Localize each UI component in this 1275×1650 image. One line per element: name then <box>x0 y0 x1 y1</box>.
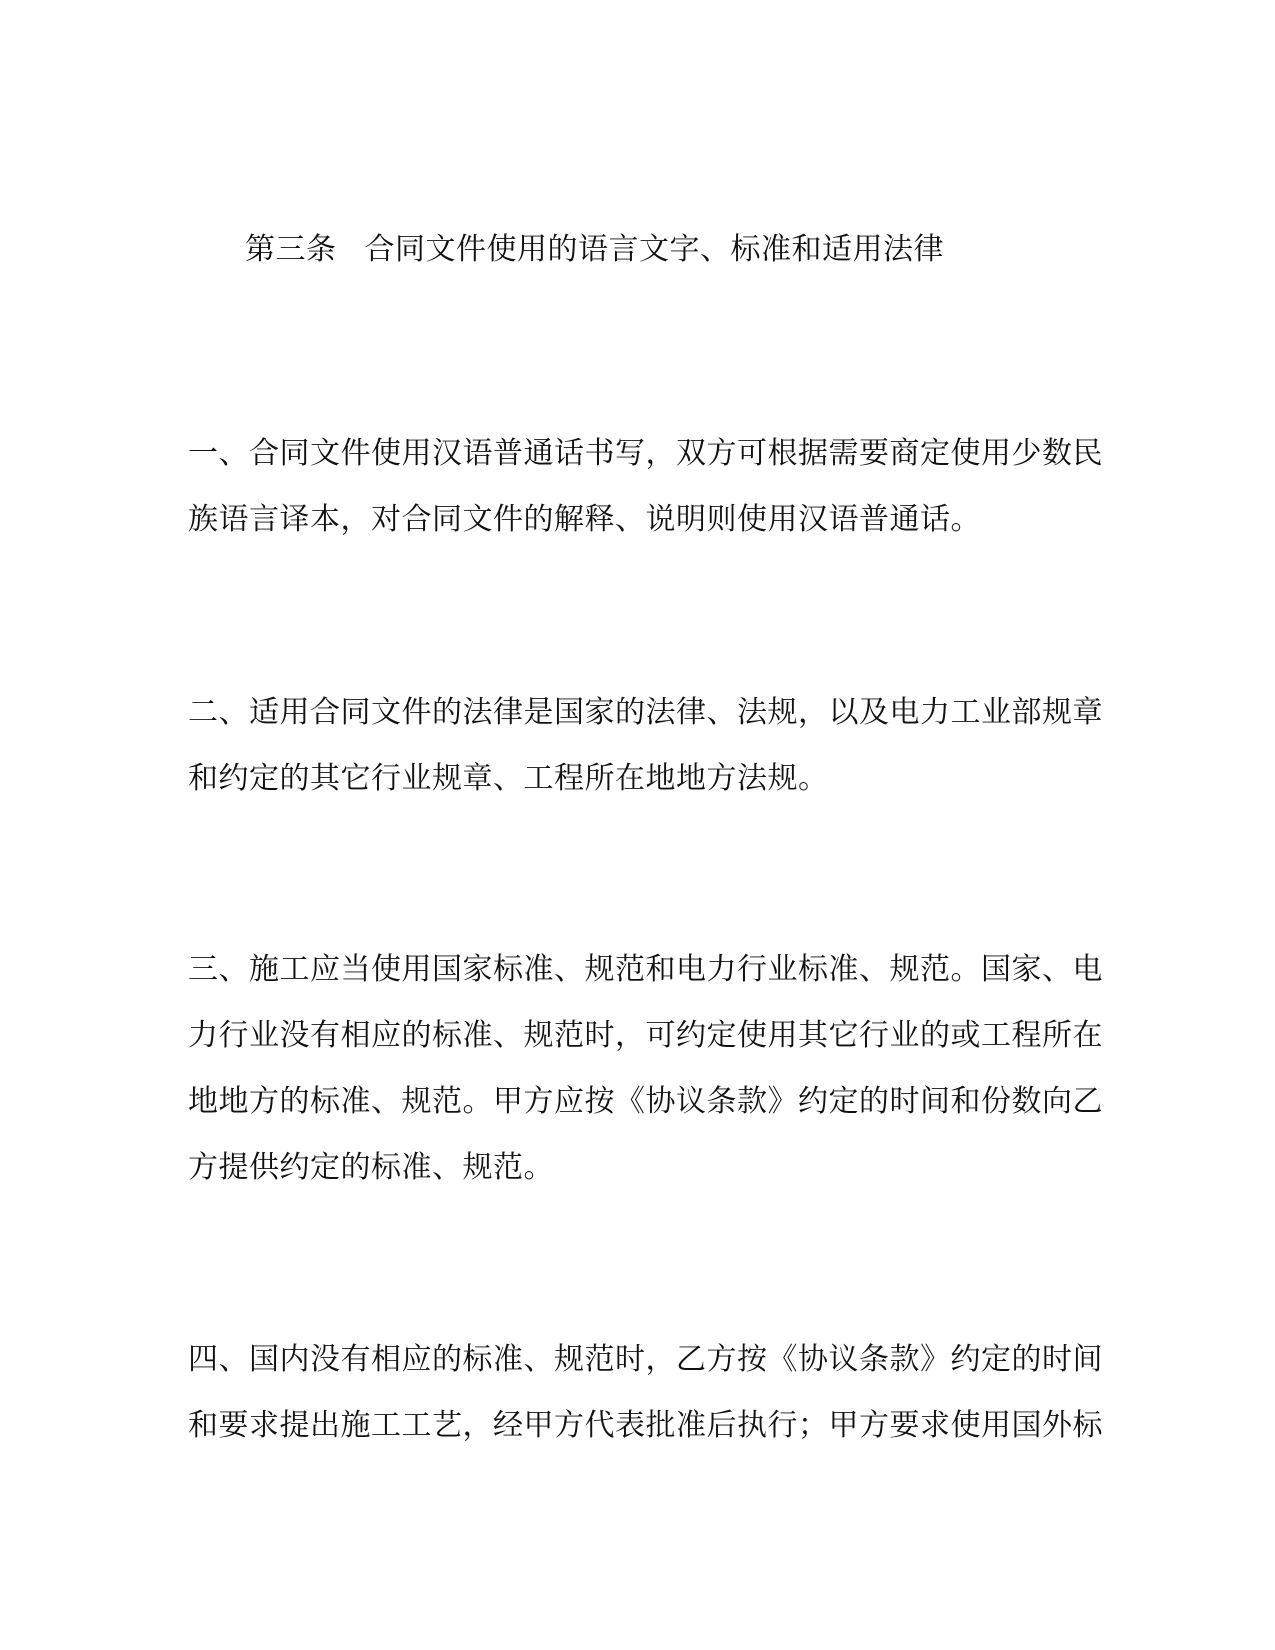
paragraph-line: 三、施工应当使用国家标准、规范和电力行业标准、规范。国家、电 <box>188 952 1103 987</box>
paragraph-line: 族语言译本，对合同文件的解释、说明则使用汉语普通话。 <box>188 502 981 537</box>
article-number: 第三条 <box>245 232 337 267</box>
clause-paragraph-4 <box>188 1327 1103 1459</box>
clause-paragraph-2 <box>188 680 1103 812</box>
clause-paragraph-1 <box>188 421 1103 553</box>
paragraph-line: 方提供约定的标准、规范。 <box>188 1150 554 1185</box>
paragraph-line: 一、合同文件使用汉语普通话书写，双方可根据需要商定使用少数民 <box>188 436 1103 471</box>
clause-paragraph-3 <box>188 937 1103 1201</box>
paragraph-line: 和要求提出施工工艺，经甲方代表批准后执行；甲方要求使用国外标 <box>188 1408 1103 1443</box>
paragraph-line: 四、国内没有相应的标准、规范时，乙方按《协议条款》约定的时间 <box>188 1342 1103 1377</box>
article-heading <box>245 230 944 270</box>
paragraph-line: 二、适用合同文件的法律是国家的法律、法规，以及电力工业部规章 <box>188 695 1103 730</box>
paragraph-line: 力行业没有相应的标准、规范时，可约定使用其它行业的或工程所在 <box>188 1018 1103 1053</box>
paragraph-line: 和约定的其它行业规章、工程所在地地方法规。 <box>188 761 829 796</box>
paragraph-line: 地地方的标准、规范。甲方应按《协议条款》约定的时间和份数向乙 <box>188 1084 1103 1119</box>
article-title: 合同文件使用的语言文字、标准和适用法律 <box>364 232 944 267</box>
